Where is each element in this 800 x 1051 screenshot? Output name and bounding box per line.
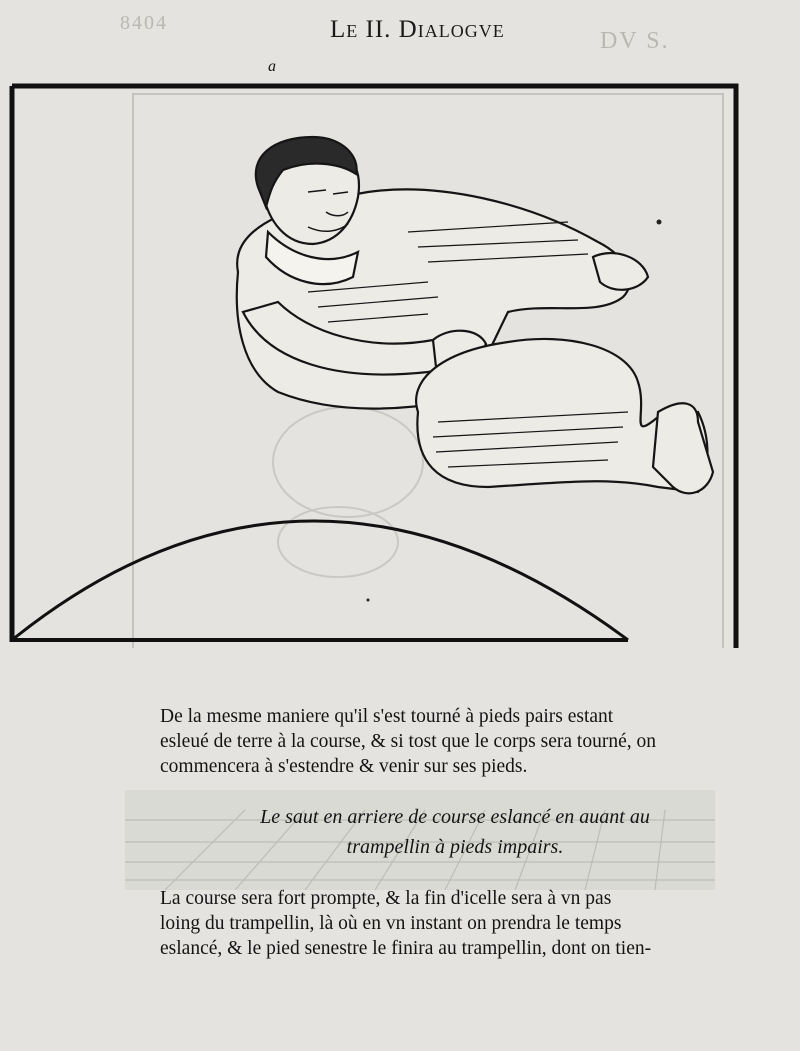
signature-mark: a bbox=[268, 58, 276, 75]
paragraph-1-line-3: commencera à s'estendre & venir sur ses pieds. bbox=[160, 756, 528, 777]
paragraph-1-line-2: esleué de terre à la course, & si tost que le corps sera tourné, on bbox=[160, 731, 656, 752]
bleed-through-text-right: DV S. bbox=[600, 28, 670, 54]
bleed-through-text-left: 8404 bbox=[120, 12, 168, 34]
woodcut-illustration bbox=[8, 82, 744, 648]
paragraph-2-line-1: La course sera fort prompte, & la fin d'icelle sera à vn pas bbox=[160, 888, 612, 909]
paragraph-2 bbox=[160, 886, 745, 961]
paragraph-1 bbox=[160, 704, 750, 779]
paragraph-2-line-2: loing du trampellin, là où en vn instant on prendra le temps bbox=[160, 913, 622, 934]
paragraph-1-line-1: De la mesme maniere qu'il s'est tourné à pieds pairs estant bbox=[160, 706, 614, 727]
caption-line-2: trampellin à pieds impairs. bbox=[346, 836, 564, 858]
section-caption bbox=[175, 802, 735, 862]
tumbler-figure bbox=[237, 137, 713, 493]
caption-line-1: Le saut en arriere de course eslancé en auant au bbox=[260, 806, 650, 828]
paragraph-2-line-3: eslancé, & le pied senestre le finira au trampellin, dont on tien- bbox=[160, 938, 652, 959]
running-head: Le II. Dialogve bbox=[330, 16, 505, 43]
